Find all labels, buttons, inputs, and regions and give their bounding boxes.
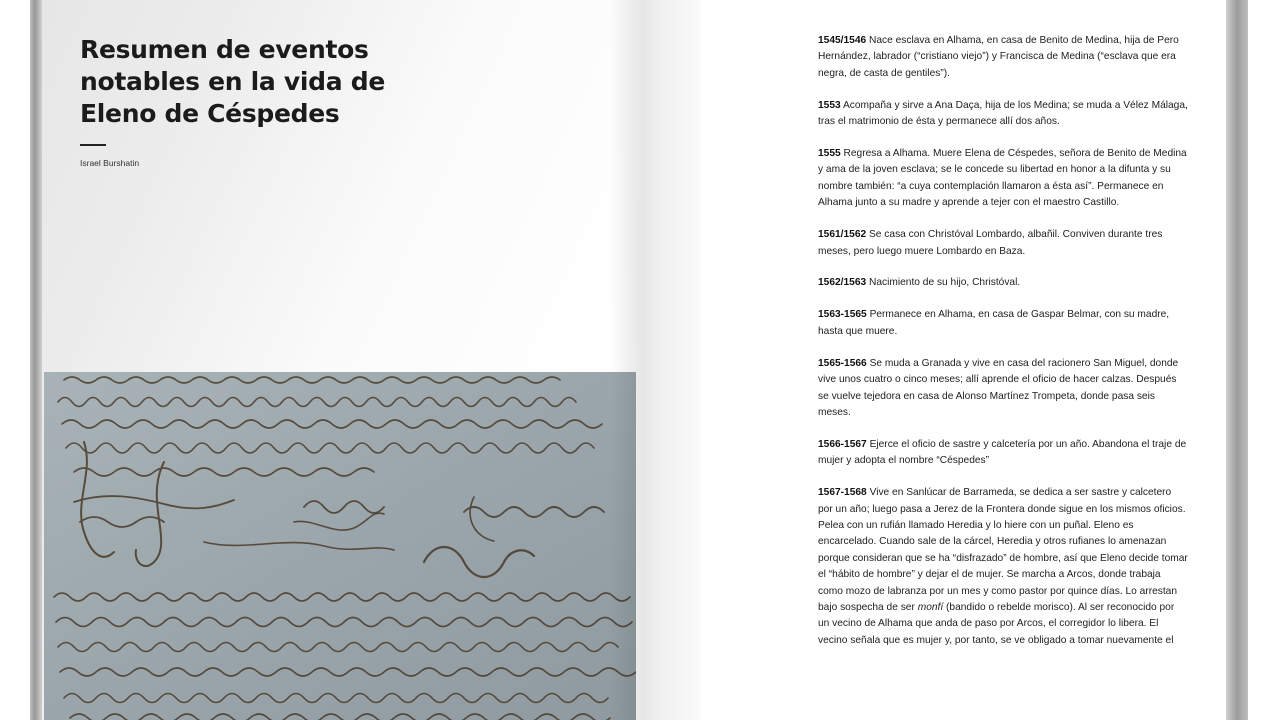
timeline-entry: [818, 146, 1188, 212]
entry-emphasis: monfí: [917, 601, 944, 613]
entry-year: 1555: [818, 148, 841, 160]
timeline-entry: [818, 98, 1188, 131]
timeline-entry: [818, 275, 1188, 291]
entry-text: Acompaña y sirve a Ana Daça, hija de los Medina; se muda a Vélez Málaga, tras el matrimonio de ésta y permanece allí dos años.: [818, 99, 1188, 128]
author-name: Israel Burshatin: [80, 158, 140, 168]
article-title: Resumen de eventos notables en la vida de Eleno de Céspedes: [80, 35, 385, 128]
timeline-entry: [818, 356, 1188, 422]
entry-text: Nacimiento de su hijo, Christóval.: [869, 277, 1021, 289]
entry-year: 1561/1562: [818, 229, 867, 241]
title-rule: [80, 144, 106, 146]
timeline-entry: [818, 33, 1188, 82]
entry-year: 1545/1546: [818, 35, 867, 46]
timeline: [818, 33, 1188, 665]
entry-text: Regresa a Alhama. Muere Elena de Céspedes, señora de Benito de Medina y ama de la joven esclava; se le concede su libertad en honor a la difunta y su nombre también: “a cuya contemplación llamaron a ésta así”. Permanece en Alhama junto a su madre y aprende a tejer con el maestro Castillo.: [818, 148, 1187, 209]
entry-text: Permanece en Alhama, en casa de Gaspar Belmar, con su madre, hasta que muere.: [818, 309, 1170, 337]
manuscript-image: [44, 372, 636, 720]
entry-year: 1563-1565: [818, 309, 867, 321]
entry-text: (bandido o rebelde morisco). Al ser reconocido por un vecino de Alhama que anda de paso por Arcos, el corregidor lo libera. El vecino señala que es mujer y, por tanto, se ve obligado a tomar nuevamente el: [818, 601, 1175, 646]
timeline-entry: [818, 437, 1188, 470]
timeline-entry: [818, 307, 1188, 340]
entry-text: Vive en Sanlúcar de Barrameda, se dedica a ser sastre y calcetero por un año; luego pasa a Jerez de la Frontera donde sigue en los mismos oficios. Pelea con un rufián llamado Heredia y lo hiere con un puñal. Eleno es encarcelado. Cuando sale de la cárcel, Heredia y otros rufianes lo amenazan porque consideran que se ha “disfrazado” de hombre, así que Eleno decide tomar el “hábito de hombre” y dejar el de mujer. Se marcha a Arcos, donde trabaja como mozo de labranza por un mes y como pastor por quince días. Lo arrestan bajo sospecha de ser: [818, 487, 1188, 613]
entry-text: Se casa con Christóval Lombardo, albañil. Conviven durante tres meses, pero luego muere Lombardo en Baza.: [818, 229, 1163, 257]
entry-year: 1562/1563: [818, 277, 867, 289]
entry-text: Se muda a Granada y vive en casa del racionero San Miguel, donde vive unos cuatro o cinco meses; allí aprende el oficio de hacer calzas. Después se vuelve tejedora en casa de Alonso Martínez Trompeta, donde pasa seis meses.: [818, 357, 1179, 418]
book-binding-left: [30, 0, 42, 720]
entry-year: 1553: [818, 99, 841, 111]
entry-text: Nace esclava en Alhama, en casa de Benito de Medina, hija de Pero Hernández, labrador (“cristiano viejo”) y Francisca de Medina (“esclava que era negra, de casta de gentiles”).: [818, 35, 1179, 79]
entry-year: 1565-1566: [818, 357, 867, 369]
timeline-entry: [818, 485, 1188, 649]
entry-year: 1566-1567: [818, 438, 867, 450]
book-binding-right: [1226, 0, 1248, 720]
timeline-entry: [818, 227, 1188, 260]
entry-year: 1567-1568: [818, 487, 867, 499]
entry-text: Ejerce el oficio de sastre y calcetería por un año. Abandona el traje de mujer y adopta el nombre “Céspedes”: [818, 438, 1187, 467]
